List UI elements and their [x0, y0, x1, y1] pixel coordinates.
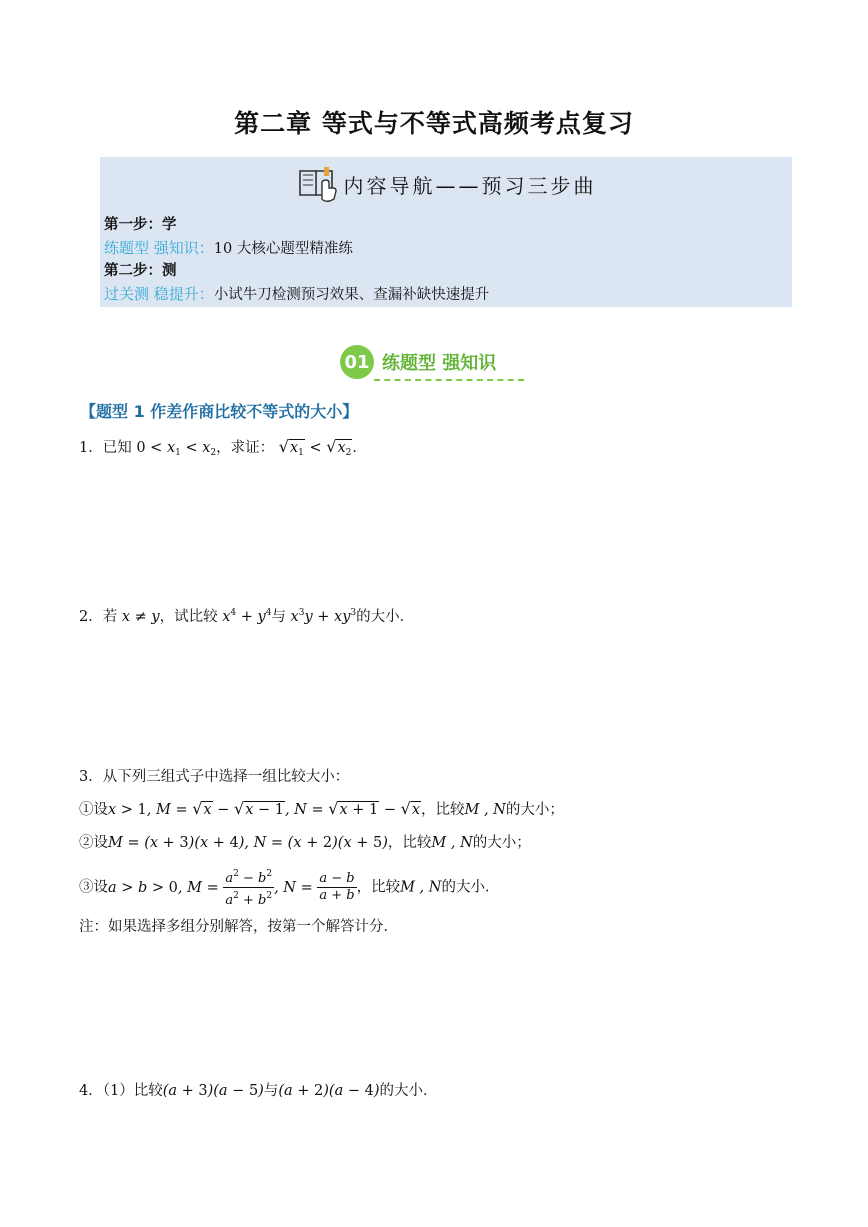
question-3-intro: 3．从下列三组式子中选择一组比较大小：: [79, 769, 350, 785]
q2-condition: x ≠ y: [121, 609, 160, 625]
q4-expr-b: (a + 2)(a − 4): [278, 1083, 380, 1099]
q1-claim: $√x_1 < √x_2$: [279, 440, 353, 456]
navigation-box: [100, 157, 792, 307]
step2-row: [104, 260, 177, 282]
section-label: 练题型 强知识: [382, 353, 497, 374]
step2-label: 第二步：测: [104, 263, 177, 279]
question-3-option-2: ②设M = (x + 3)(x + 4), N = (x + 2)(x + 5)，比较M , N的大小；: [79, 835, 531, 851]
question-2: 2．若 x ≠ y，试比较 $x^4 + y^4$与 $x^3y + xy^3$的大小．: [79, 608, 415, 625]
question-3-option-1: ①设x > 1, M = √x − √x − 1, N = √x + 1 − √x，比较M , N的大小；: [79, 799, 564, 818]
section-number: 01: [340, 345, 374, 379]
topic-heading: 【题型 1 作差作商比较不等式的大小】: [80, 402, 359, 421]
page-title: 第二章 等式与不等式高频考点复习: [234, 109, 634, 138]
q2-expr-a: $x^4 + y^4$: [222, 608, 272, 625]
question-1: 1．已知 $0 < x_1 < x_2$，求证： $√x_1 < √x_2$．: [79, 436, 367, 464]
step1-tag: 练题型 强知识：: [104, 239, 214, 257]
section-underline: [374, 379, 524, 381]
book-pointer-icon: [296, 165, 340, 203]
step2-detail: [104, 283, 489, 306]
q4-expr-a: (a + 3)(a − 5): [162, 1083, 264, 1099]
q2-expr-b: $x^3y + xy^3$: [290, 608, 357, 625]
question-3-note: 注：如果选择多组分别解答，按第一个解答计分．: [79, 919, 398, 935]
question-4: 4．（1）比较(a + 3)(a − 5)与(a + 2)(a − 4)的大小．: [79, 1083, 438, 1099]
step1-desc: 10 大核心题型精准练: [213, 241, 353, 257]
step2-desc: 小试牛刀检测预习效果、查漏补缺快速提升: [213, 287, 490, 303]
question-3-option-3: ③设a > b > 0, M = $\frac{a^2 - b^2}{a^2 + b^2}$ , N = $\frac{a - b}{a + b}$ ，比较M , N的大小．: [79, 866, 499, 909]
step2-tag: 过关测 稳提升：: [104, 285, 214, 303]
nav-title-text: 内容导航——预习三步曲: [343, 173, 597, 198]
q1-condition: $0 < x_1 < x_2$: [136, 440, 217, 458]
nav-title: [100, 165, 792, 203]
section-badge: [340, 345, 496, 379]
step1-detail: [104, 237, 353, 260]
step1-row: [104, 214, 177, 236]
step1-label: 第一步：学: [104, 217, 177, 233]
